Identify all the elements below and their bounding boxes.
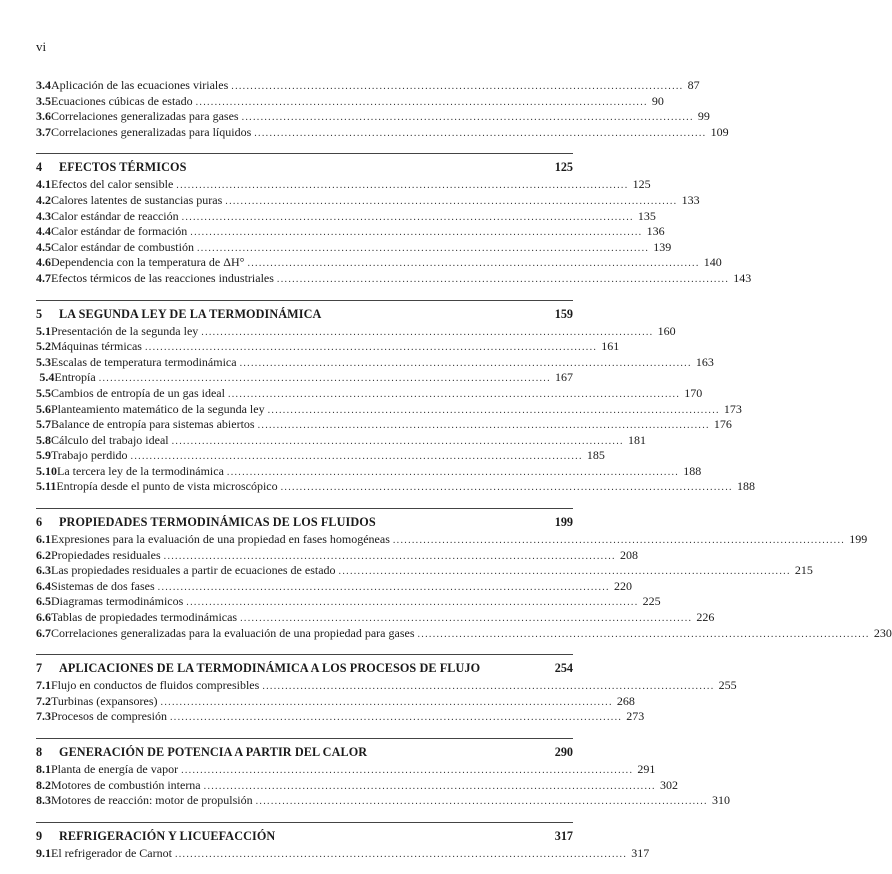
- section-page: 181: [627, 432, 646, 447]
- chapter-number: 4: [36, 160, 43, 175]
- dot-leader: [225, 196, 675, 207]
- dot-leader: [268, 405, 718, 416]
- section-title: Correlaciones generalizadas para líquidos: [51, 124, 252, 139]
- section-title: Entropía desde el punto de vista microscópico: [56, 479, 278, 494]
- dot-leader: [131, 451, 581, 462]
- dot-leader: [418, 629, 868, 640]
- toc-section: [36, 300, 755, 496]
- section-number: 5.11: [36, 479, 57, 494]
- toc-entry[interactable]: [36, 448, 605, 464]
- section-page: 133: [681, 192, 700, 207]
- section-number: 5.5: [36, 385, 51, 400]
- dot-leader: [393, 535, 843, 546]
- dot-leader: [256, 796, 706, 807]
- section-number: 5.9: [36, 448, 51, 463]
- section-title: Efectos térmicos de las reacciones industriales: [51, 270, 274, 285]
- section-title: Diagramas termodinámicos: [51, 594, 184, 609]
- chapter-heading[interactable]: [36, 307, 573, 324]
- toc-entry[interactable]: [36, 255, 722, 271]
- chapter-number: 7: [36, 661, 43, 676]
- dot-leader: [201, 327, 651, 338]
- chapter-title: APLICACIONES DE LA TERMODINÁMICA A LOS PROCESOS DE FLUJO: [59, 661, 481, 676]
- dot-leader: [204, 781, 654, 792]
- toc-entry[interactable]: [36, 479, 755, 495]
- section-title: Motores de reacción: motor de propulsión: [51, 793, 253, 808]
- chapter-page: 254: [554, 661, 573, 676]
- toc-entry[interactable]: [36, 845, 650, 862]
- dot-leader: [254, 128, 704, 139]
- chapter-title: LA SEGUNDA LEY DE LA TERMODINÁMICA: [59, 306, 322, 321]
- chapter-number: 5: [36, 306, 43, 321]
- chapter-divider: [36, 822, 573, 823]
- chapter-page: 199: [554, 515, 573, 530]
- section-page: 317: [631, 845, 650, 860]
- section-title: Máquinas térmicas: [51, 339, 142, 354]
- section-page: 255: [718, 678, 737, 693]
- section-page: 302: [659, 777, 678, 792]
- section-page: 139: [653, 239, 672, 254]
- section-number: 3.6: [36, 109, 51, 124]
- dot-leader: [240, 613, 690, 624]
- dot-leader: [242, 112, 692, 123]
- section-number: 6.1: [36, 532, 51, 547]
- section-number: 5.8: [36, 432, 51, 447]
- section-page: 225: [642, 594, 661, 609]
- chapter-title: PROPIEDADES TERMODINÁMICAS DE LOS FLUIDOS: [59, 515, 376, 530]
- section-title: Cálculo del trabajo ideal: [51, 432, 169, 447]
- section-number: 8.3: [36, 793, 51, 808]
- section-title: Propiedades residuales: [51, 547, 161, 562]
- section-title: Calor estándar de combustión: [51, 239, 194, 254]
- chapter-title: EFECTOS TÉRMICOS: [59, 160, 187, 175]
- toc-entry[interactable]: [36, 401, 742, 418]
- section-title: Sistemas de dos fases: [51, 578, 155, 593]
- chapter-divider: [36, 153, 573, 154]
- chapter-heading[interactable]: [36, 515, 573, 532]
- section-page: 176: [713, 417, 732, 432]
- dot-leader: [182, 212, 632, 223]
- section-number: 5.10: [36, 463, 57, 478]
- section-number: 4.6: [36, 255, 51, 270]
- section-page: 310: [711, 793, 730, 808]
- dot-leader: [240, 358, 690, 369]
- section-number: 8.1: [36, 762, 51, 776]
- section-page: 173: [723, 401, 742, 416]
- section-title: Entropía: [54, 370, 96, 385]
- section-number: 6.5: [36, 594, 51, 609]
- chapter-page: 125: [554, 160, 573, 175]
- toc-entry[interactable]: [36, 547, 638, 564]
- section-page: 208: [619, 547, 638, 562]
- toc-entry[interactable]: [36, 432, 646, 449]
- toc-entry[interactable]: [36, 177, 651, 193]
- section-page: 161: [601, 339, 620, 354]
- toc-entry[interactable]: [36, 323, 676, 340]
- section-title: Cambios de entropía de un gas ideal: [51, 385, 225, 400]
- chapter-divider: [36, 508, 573, 509]
- section-page: 199: [849, 532, 868, 547]
- section-page: 185: [586, 448, 605, 463]
- section-page: 268: [616, 693, 635, 708]
- section-number: 4.4: [36, 224, 51, 239]
- toc-entry[interactable]: [36, 93, 664, 110]
- section-number: 5.3: [36, 354, 51, 369]
- section-title: Procesos de compresión: [51, 709, 167, 724]
- dot-leader: [186, 597, 636, 608]
- chapter-divider: [36, 300, 573, 301]
- dot-leader: [258, 420, 708, 431]
- chapter-page: 159: [554, 306, 573, 321]
- toc-entry[interactable]: [36, 192, 700, 209]
- chapter-divider: [36, 654, 573, 655]
- section-title: Presentación de la segunda ley: [51, 323, 199, 338]
- section-page: 170: [684, 385, 703, 400]
- chapter-page: 290: [554, 745, 573, 759]
- section-title: Ecuaciones cúbicas de estado: [51, 93, 193, 108]
- dot-leader: [164, 551, 614, 562]
- toc-section: [36, 738, 730, 809]
- section-number: 7.2: [36, 693, 51, 708]
- dot-leader: [175, 849, 625, 860]
- section-page: 143: [733, 270, 752, 285]
- section-page: 167: [555, 370, 573, 385]
- section-page: 291: [637, 762, 656, 776]
- dot-leader: [161, 697, 611, 708]
- chapter-heading[interactable]: [36, 745, 573, 762]
- section-title: Tablas de propiedades termodinámicas: [51, 610, 238, 625]
- dot-leader: [170, 712, 620, 723]
- toc-entry[interactable]: [36, 124, 729, 141]
- toc-section: [36, 508, 892, 641]
- toc-entry[interactable]: [36, 610, 715, 626]
- section-title: El refrigerador de Carnot: [51, 845, 172, 860]
- section-title: Correlaciones generalizadas para la evaluación de una propiedad para gases: [51, 625, 415, 640]
- section-title: Trabajo perdido: [51, 448, 128, 463]
- section-title: Calor estándar de formación: [51, 224, 188, 239]
- section-page: 188: [736, 479, 755, 494]
- toc-entry[interactable]: [36, 239, 672, 256]
- toc-entry[interactable]: [36, 417, 732, 433]
- dot-leader: [190, 227, 640, 238]
- section-number: 3.7: [36, 124, 51, 139]
- chapter-heading[interactable]: [36, 829, 573, 846]
- section-number: 6.2: [36, 547, 51, 562]
- section-number: 5.4: [39, 370, 55, 385]
- toc-section: [36, 822, 650, 862]
- dot-leader: [339, 566, 789, 577]
- section-title: La tercera ley de la termodinámica: [57, 463, 224, 478]
- dot-leader: [231, 81, 681, 92]
- chapter-title: GENERACIÓN DE POTENCIA A PARTIR DEL CALOR: [59, 745, 368, 759]
- toc-entry[interactable]: [36, 463, 702, 480]
- toc-entry[interactable]: [36, 339, 620, 355]
- section-title: Turbinas (expansores): [51, 693, 158, 708]
- section-page: 226: [696, 610, 715, 625]
- section-number: 4.5: [36, 239, 51, 254]
- section-number: 6.6: [36, 610, 51, 625]
- table-of-contents: [36, 78, 892, 874]
- section-number: 4.7: [36, 270, 51, 285]
- dot-leader: [172, 436, 622, 447]
- toc-section: [36, 654, 737, 725]
- toc-entry[interactable]: [36, 762, 656, 778]
- dot-leader: [262, 681, 712, 692]
- chapter-heading[interactable]: [36, 160, 573, 177]
- section-number: 3.5: [36, 93, 51, 108]
- section-number: 4.3: [36, 208, 51, 223]
- section-title: Efectos del calor sensible: [51, 177, 174, 192]
- dot-leader: [227, 467, 677, 478]
- section-number: 3.4: [36, 78, 51, 92]
- section-page: 90: [651, 93, 664, 108]
- section-title: Balance de entropía para sistemas abiertos: [51, 417, 255, 432]
- section-number: 5.6: [36, 401, 51, 416]
- toc-entry[interactable]: [36, 678, 737, 694]
- dot-leader: [277, 274, 727, 285]
- chapter-divider: [36, 738, 573, 739]
- dot-leader: [197, 243, 647, 254]
- toc-entry[interactable]: [36, 208, 656, 225]
- section-number: 5.1: [36, 323, 51, 338]
- section-number: 4.2: [36, 192, 51, 207]
- section-page: 163: [695, 354, 714, 369]
- dot-leader: [228, 389, 678, 400]
- section-title: Correlaciones generalizadas para gases: [51, 109, 239, 124]
- section-number: 9.1: [36, 845, 51, 860]
- section-title: Motores de combustión interna: [51, 777, 201, 792]
- section-number: 6.7: [36, 625, 51, 640]
- toc-entry[interactable]: [36, 563, 813, 579]
- section-title: Calor estándar de reacción: [51, 208, 179, 223]
- chapter-number: 9: [36, 828, 43, 843]
- dot-leader: [99, 373, 549, 384]
- toc-entry[interactable]: [36, 354, 714, 371]
- toc-section: [36, 153, 752, 286]
- section-page: 125: [632, 177, 651, 192]
- dot-leader: [176, 180, 626, 191]
- section-page: 273: [626, 709, 645, 724]
- toc-entry[interactable]: [36, 532, 868, 548]
- section-page: 109: [710, 124, 729, 139]
- chapter-page: 317: [554, 828, 573, 843]
- section-title: Planta de energía de vapor: [51, 762, 179, 776]
- section-title: Calores latentes de sustancias puras: [51, 192, 223, 207]
- dot-leader: [247, 258, 697, 269]
- section-title: Flujo en conductos de fluidos compresibles: [51, 678, 260, 693]
- section-page: 135: [637, 208, 656, 223]
- section-page: 215: [794, 563, 813, 578]
- toc-entry[interactable]: [36, 709, 645, 725]
- section-number: 6.3: [36, 563, 51, 578]
- section-number: 7.3: [36, 709, 51, 724]
- section-number: 7.1: [36, 678, 51, 693]
- section-number: 5.7: [36, 417, 51, 432]
- section-page: 99: [697, 109, 710, 124]
- toc-entry[interactable]: [36, 224, 665, 240]
- chapter-heading[interactable]: [36, 661, 573, 678]
- section-number: 6.4: [36, 578, 51, 593]
- section-page: 230: [873, 625, 892, 640]
- section-number: 5.2: [36, 339, 51, 354]
- toc-entry[interactable]: [36, 385, 703, 402]
- chapter-title: REFRIGERACIÓN Y LICUEFACCIÓN: [59, 828, 276, 843]
- section-title: Las propiedades residuales a partir de ecuaciones de estado: [51, 563, 336, 578]
- toc-entry[interactable]: [36, 578, 632, 595]
- section-title: Dependencia con la temperatura de ΔH°: [51, 255, 245, 270]
- section-page: 136: [646, 224, 665, 239]
- dot-leader: [158, 582, 608, 593]
- section-page: 220: [613, 578, 632, 593]
- dot-leader: [281, 482, 731, 493]
- chapter-number: 8: [36, 745, 43, 759]
- toc-entry[interactable]: [36, 109, 710, 125]
- section-page: 140: [703, 255, 722, 270]
- section-number: 4.1: [36, 177, 51, 192]
- toc-entry[interactable]: [36, 777, 678, 794]
- toc-entry[interactable]: [36, 78, 700, 94]
- section-page: 87: [687, 78, 700, 92]
- toc-entry[interactable]: [36, 594, 661, 610]
- dot-leader: [145, 342, 595, 353]
- toc-entry[interactable]: [36, 693, 635, 710]
- section-title: Escalas de temperatura termodinámica: [51, 354, 237, 369]
- dot-leader: [196, 97, 646, 108]
- toc-entry[interactable]: [36, 270, 752, 287]
- chapter-number: 6: [36, 515, 43, 530]
- section-title: Aplicación de las ecuaciones viriales: [51, 78, 229, 92]
- section-number: 8.2: [36, 777, 51, 792]
- section-page: 188: [683, 463, 702, 478]
- toc-section: [36, 78, 729, 140]
- toc-entry[interactable]: [36, 793, 730, 809]
- dot-leader: [181, 765, 631, 776]
- toc-entry[interactable]: [36, 370, 573, 386]
- section-page: 160: [657, 323, 676, 338]
- page-number: vi: [36, 39, 47, 54]
- section-title: Expresiones para la evaluación de una propiedad en fases homogéneas: [51, 532, 390, 547]
- section-title: Planteamiento matemático de la segunda ley: [51, 401, 265, 416]
- toc-entry[interactable]: [36, 625, 892, 642]
